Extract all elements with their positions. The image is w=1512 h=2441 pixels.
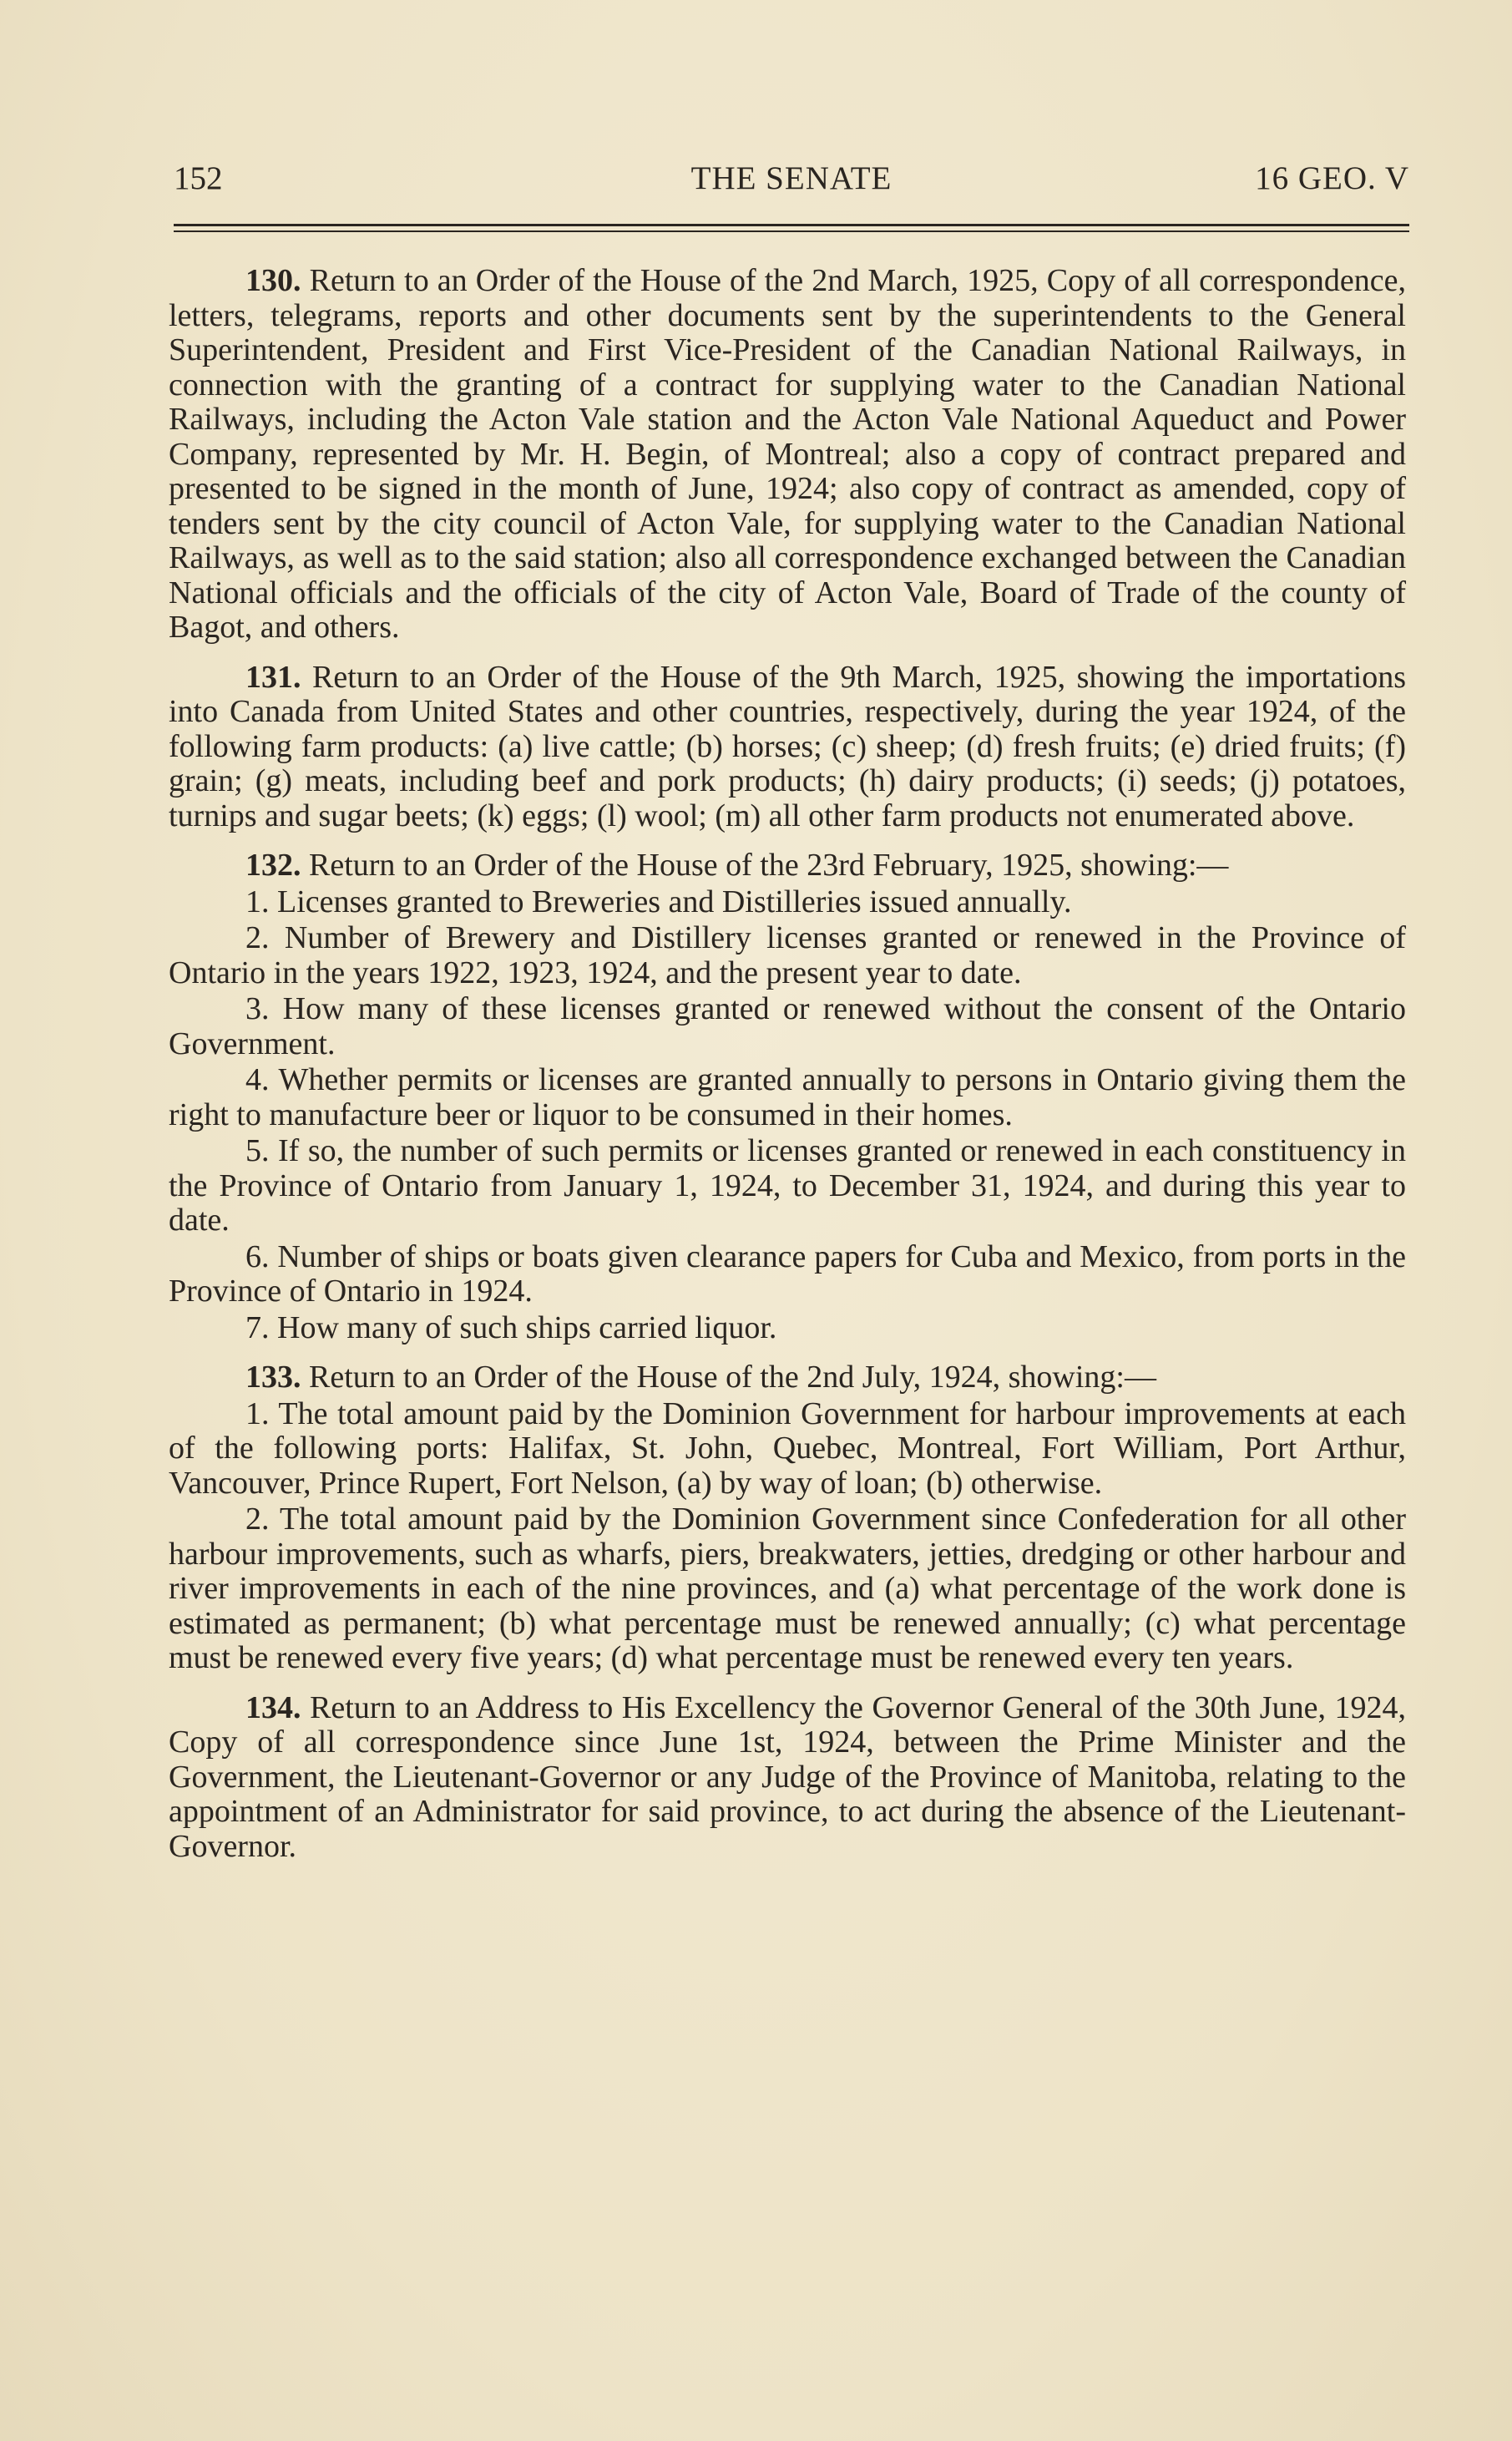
item-number: 133. <box>245 1360 301 1395</box>
item-text: Return to an Address to His Excellency the Governor General of the 30th June, 1924, Copy of all correspondence since June 1st, 1924, between the Prime Minister and the Government, the Lieutenant-Governor or any Judge of the Province of Manitoba, relating to the appointment of an Administrator for said province, to act during the absence of the Lieutenant-Governor. <box>169 1689 1407 1864</box>
subitem: 7. How many of such ships carried liquor. <box>245 1309 777 1345</box>
item-number: 134. <box>245 1689 301 1725</box>
header-rule-thin <box>174 230 1409 232</box>
subitem: 1. Licenses granted to Breweries and Distilleries issued annually. <box>245 884 1072 919</box>
subitem: 5. If so, the number of such permits or licenses granted or renewed in each constituency in the Province of Ontario from January 1, 1924, to December 31, 1924, and during this year to date. <box>169 1133 1406 1238</box>
item-number: 131. <box>245 659 301 695</box>
subitem: 2. Number of Brewery and Distillery licenses granted or renewed in the Province of Ontario in the years 1922, 1923, 1924, and the present year to date. <box>169 920 1406 990</box>
page-number: 152 <box>174 160 223 196</box>
page-title: THE SENATE <box>690 160 893 196</box>
subitem: 6. Number of ships or boats given clearance papers for Cuba and Mexico, from ports in the Province of Ontario in 1924. <box>169 1238 1406 1309</box>
item-133 <box>169 1360 1406 1395</box>
item-text: Return to an Order of the House of the 23rd February, 1925, showing:— <box>309 848 1229 883</box>
item-number: 132. <box>245 848 301 883</box>
header-rule-thick <box>174 224 1409 226</box>
item-132 <box>169 848 1406 884</box>
subitem: 1. The total amount paid by the Dominion Government for harbour improvements at each of the following ports: Halifax, St. John, Quebec, Montreal, Fort William, Port Arthur, Vancouver, Prince Rupert, Fort Nelson, (a) by way of loan; (b) otherwise. <box>169 1395 1406 1501</box>
item-130 <box>169 264 1406 646</box>
item-131 <box>169 661 1406 834</box>
regnal-year: 16 GEO. V <box>1255 160 1409 196</box>
document-body <box>169 264 1406 1864</box>
item-number: 130. <box>245 263 301 298</box>
running-head <box>174 155 1409 202</box>
subitem: 2. The total amount paid by the Dominion Government since Confederation for all other harbour improvements, such as wharfs, piers, breakwaters, jetties, dredging or other harbour and river improvements in each of the nine provinces, and (a) what percentage of the work done is estimated as permanent; (b) what percentage must be renewed annually; (c) what percentage must be renewed every five years; (d) what percentage must be renewed every ten years. <box>169 1502 1406 1675</box>
subitem: 3. How many of these licenses granted or renewed without the consent of the Ontario Government. <box>169 991 1406 1061</box>
item-text: Return to an Order of the House of the 2nd March, 1925, Copy of all correspondence, letters, telegrams, reports and other documents sent by the superintendents to the General Superintendent, President and First Vice-President of the Canadian National Railways, in connection with the granting of a contract for supplying water to the Canadian National Railways, including the Acton Vale station and the Acton Vale National Aqueduct and Power Company, represented by Mr. H. Begin, of Montreal; also a copy of contract prepared and presented to be signed in the month of June, 1924; also copy of contract as amended, copy of tenders sent by the city council of Acton Vale, for supplying water to the Canadian National Railways, as well as to the said station; also all correspondence exchanged between the Canadian National officials and the officials of the city of Acton Vale, Board of Trade of the county of Bagot, and others. <box>169 263 1406 645</box>
item-text: Return to an Order of the House of the 2nd July, 1924, showing:— <box>309 1360 1156 1395</box>
item-134 <box>169 1691 1406 1865</box>
item-text: Return to an Order of the House of the 9th March, 1925, showing the importations into Canada from United States and other countries, respectively, during the year 1924, of the following farm products: (a) live cattle; (b) horses; (c) sheep; (d) fresh fruits; (e) dried fruits; (f) grain; (g) meats, including beef and pork products; (h) dairy products; (i) seeds; (j) potatoes, turnips and sugar beets; (k) eggs; (l) wool; (m) all other farm products not enumerated above. <box>169 659 1406 833</box>
subitem: 4. Whether permits or licenses are granted annually to persons in Ontario giving them the right to manufacture beer or liquor to be consumed in their homes. <box>169 1062 1406 1132</box>
